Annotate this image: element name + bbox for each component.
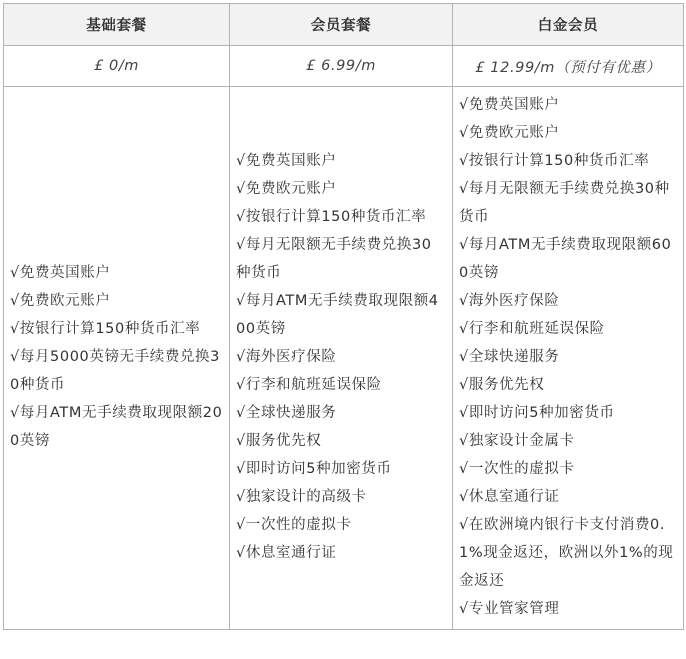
feature-item: √海外医疗保险 (236, 349, 337, 365)
feature-item: √免费英国账户 (10, 265, 111, 281)
feature-cell-platinum (453, 87, 684, 630)
feature-item: √免费英国账户 (459, 97, 560, 113)
feature-item: √全球快递服务 (459, 349, 560, 365)
feature-item: √每月无限额无手续费兑换30种货币 (236, 237, 432, 281)
plan-name-member: 会员套餐 (230, 4, 453, 46)
feature-item: √海外医疗保险 (459, 293, 560, 309)
feature-item: √每月ATM无手续费取现限额600英镑 (459, 237, 672, 281)
feature-item: √行李和航班延误保险 (236, 377, 382, 393)
feature-item: √休息室通行证 (236, 545, 337, 561)
feature-item: √免费欧元账户 (459, 125, 560, 141)
feature-item: √每月无限额无手续费兑换30种货币 (459, 181, 670, 225)
plan-price-row (4, 46, 684, 87)
feature-item: √行李和航班延误保险 (459, 321, 605, 337)
feature-item: √每月ATM无手续费取现限额200英镑 (10, 405, 223, 449)
feature-cell-member (230, 87, 453, 630)
plan-name-row (4, 4, 684, 46)
plan-price-member: £ 6.99/m (230, 46, 453, 87)
feature-list-platinum (459, 91, 677, 623)
feature-item: √专业管家管理 (459, 601, 560, 617)
plan-price-basic: £ 0/m (4, 46, 230, 87)
feature-item: √一次性的虚拟卡 (236, 517, 352, 533)
plan-feature-row (4, 87, 684, 630)
feature-list-member (236, 147, 446, 567)
feature-cell-basic (4, 87, 230, 630)
feature-item: √即时访问5种加密货币 (459, 405, 615, 421)
feature-item: √服务优先权 (459, 377, 545, 393)
feature-item: √一次性的虚拟卡 (459, 461, 575, 477)
feature-list-basic (10, 259, 223, 455)
feature-item: √独家设计金属卡 (459, 433, 575, 449)
plan-name-basic: 基础套餐 (4, 4, 230, 46)
feature-item: √每月5000英镑无手续费兑换30种货币 (10, 349, 220, 393)
feature-item: √独家设计的高级卡 (236, 489, 367, 505)
feature-item: √即时访问5种加密货币 (236, 461, 392, 477)
feature-item: √全球快递服务 (236, 405, 337, 421)
feature-item: √免费英国账户 (236, 153, 337, 169)
feature-item: √在欧洲境内银行卡支付消费0.1%现金返还，欧洲以外1%的现金返还 (459, 517, 674, 589)
plan-comparison-table (3, 3, 684, 630)
feature-item: √每月ATM无手续费取现限额400英镑 (236, 293, 439, 337)
feature-item: √按银行计算150种货币汇率 (459, 153, 650, 169)
feature-item: √按银行计算150种货币汇率 (10, 321, 201, 337)
feature-item: √免费欧元账户 (10, 293, 111, 309)
feature-item: √免费欧元账户 (236, 181, 337, 197)
feature-item: √服务优先权 (236, 433, 322, 449)
plan-name-platinum: 白金会员 (453, 4, 684, 46)
feature-item: √休息室通行证 (459, 489, 560, 505)
plan-price-platinum: £ 12.99/m（预付有优惠） (453, 46, 684, 87)
feature-item: √按银行计算150种货币汇率 (236, 209, 427, 225)
